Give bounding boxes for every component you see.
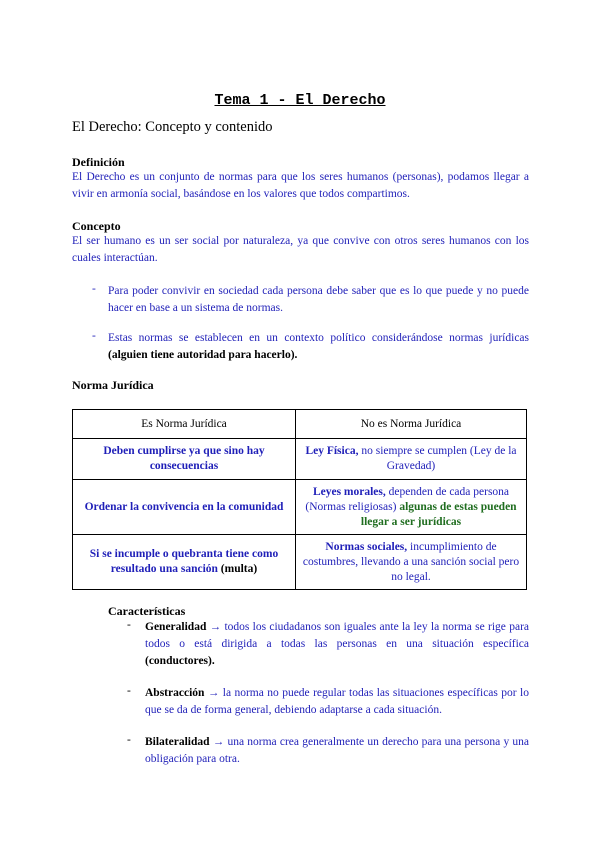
- bullet-marker: -: [92, 330, 96, 342]
- column-header: Es Norma Jurídica: [73, 410, 296, 439]
- cell-bold: Normas sociales,: [325, 540, 408, 553]
- table-row: [73, 439, 527, 480]
- term: Bilateralidad: [145, 736, 210, 748]
- caracteristica-abstraccion: [145, 685, 529, 719]
- cell-green: algunas de estas pueden llegar a ser jurídicas: [360, 500, 517, 528]
- table-cell: Ordenar la convivencia en la comunidad: [73, 480, 296, 535]
- concepto-heading: Concepto: [72, 219, 121, 233]
- cell-bold: Si se incumple o quebranta tiene como resultado una sanción: [89, 548, 279, 575]
- list-marker: -: [127, 734, 131, 746]
- term: Abstracción: [145, 687, 205, 699]
- cell-text: no siempre se cumplen (Ley de la Gravedad): [358, 445, 517, 472]
- table-cell: Deben cumplirse ya que sino hay consecuencias: [73, 439, 296, 480]
- definicion-text: El Derecho es un conjunto de normas para que los seres humanos (personas), podamos llegar a vivir en armonía social, basándose en los valores que todos compartimos.: [72, 171, 529, 200]
- document-title: Tema 1 - El Derecho: [214, 92, 386, 109]
- concepto-bullet-1: Para poder convivir en sociedad cada persona debe saber que es lo que puede y no puede hacer en base a un sistema de normas.: [108, 285, 529, 314]
- table-header-row: [73, 410, 527, 439]
- table-cell: [296, 535, 527, 590]
- cell-bold: Leyes morales,: [312, 485, 386, 498]
- cell-text: incumplimiento de costumbres, llevando a una sanción social pero no legal.: [302, 540, 520, 583]
- arrow: →: [209, 621, 222, 633]
- term: Generalidad: [145, 621, 207, 633]
- table-cell: [296, 480, 527, 535]
- caracteristicas-heading: Características: [108, 604, 186, 618]
- concepto-bullet-2-text: Estas normas se establecen en un contexto político considerándose normas jurídicas: [108, 332, 529, 344]
- bullet-marker: -: [92, 283, 96, 295]
- norma-juridica-table: [72, 409, 527, 590]
- description: todos los ciudadanos son iguales ante la ley la norma se rige para todos o está dirigida a todas las personas en una situación específica: [145, 621, 529, 650]
- arrow: →: [212, 736, 225, 748]
- arrow: →: [207, 687, 220, 699]
- cell-bold: Ley Física,: [305, 445, 359, 457]
- table-row: [73, 480, 527, 535]
- table-row: [73, 535, 527, 590]
- definicion-heading: Definición: [72, 155, 125, 169]
- concepto-text: El ser humano es un ser social por naturaleza, ya que convive con otros seres humanos con los cuales interactúan.: [72, 235, 529, 264]
- section-heading: El Derecho: Concepto y contenido: [72, 119, 273, 135]
- table-cell: [73, 535, 296, 590]
- concepto-bullet-2: [108, 330, 529, 364]
- norma-juridica-heading: Norma Jurídica: [72, 378, 154, 392]
- concepto-bullet-2-bold: (alguien tiene autoridad para hacerlo).: [108, 349, 298, 361]
- description: la norma no puede regular todas las situaciones específicas por lo que se da de forma general, debiendo adaptarse a cada situación.: [145, 687, 529, 716]
- caracteristica-generalidad: [145, 619, 529, 670]
- caracteristica-bilateralidad: [145, 734, 529, 768]
- bold-suffix: (conductores).: [145, 655, 215, 667]
- description: una norma crea generalmente un derecho para una persona y una obligación para otra.: [145, 736, 530, 765]
- list-marker: -: [127, 619, 131, 631]
- table-cell: [296, 439, 527, 480]
- list-marker: -: [127, 685, 131, 697]
- column-header: No es Norma Jurídica: [296, 410, 527, 439]
- cell-text: dependen de cada persona (Normas religiosas): [305, 485, 510, 513]
- cell-black: (multa): [217, 563, 258, 575]
